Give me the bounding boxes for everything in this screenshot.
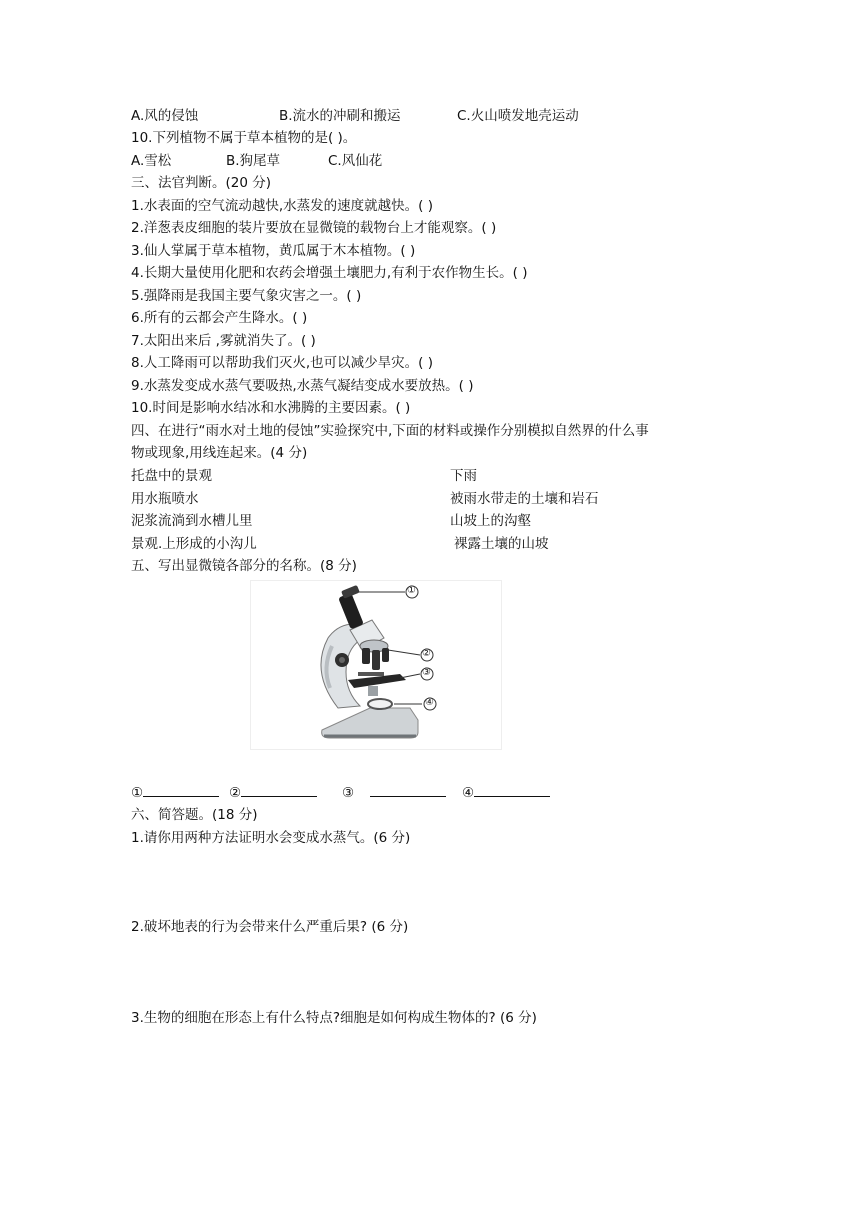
q9-option-a: A.风的侵蚀 — [131, 108, 199, 124]
match-left-2: 用水瓶喷水 — [131, 491, 199, 507]
q9-option-c: C.火山喷发地壳运动 — [457, 108, 579, 124]
callout-2: ② — [422, 648, 431, 659]
match-right-3: 山坡上的沟壑 — [450, 513, 531, 529]
judge-item-2: 2.洋葱表皮细胞的装片要放在显微镜的载物台上才能观察。( ) — [131, 220, 497, 236]
judge-item-5: 5.强降雨是我国主要气象灾害之一。( ) — [131, 288, 362, 304]
short-answer-1: 1.请你用两种方法证明水会变成水蒸气。(6 分) — [131, 830, 411, 846]
microscope-illustration — [250, 580, 502, 750]
section3-title: 三、法官判断。(20 分) — [131, 175, 272, 191]
microscope-figure — [250, 580, 502, 750]
short-answer-3: 3.生物的细胞在形态上有什么特点?细胞是如何构成生物体的? (6 分) — [131, 1010, 537, 1026]
callout-3: ③ — [422, 667, 431, 678]
answer-label-2: ② — [229, 785, 242, 801]
judge-item-1: 1.水表面的空气流动越快,水蒸发的速度就越快。( ) — [131, 198, 433, 214]
callout-1: ① — [407, 585, 416, 596]
judge-item-3: 3.仙人掌属于草本植物，黄瓜属于木本植物。( ) — [131, 243, 416, 259]
section5-title: 五、写出显微镜各部分的名称。(8 分) — [131, 558, 357, 574]
match-left-1: 托盘中的景观 — [131, 468, 212, 484]
answer-slot-3 — [342, 782, 446, 803]
match-left-4: 景观.上形成的小沟儿 — [131, 536, 257, 552]
answer-slot-4 — [462, 782, 550, 803]
judge-item-9: 9.水蒸发变成水蒸气要吸热,水蒸气凝结变成水要放热。( ) — [131, 378, 474, 394]
judge-item-8: 8.人工降雨可以帮助我们灭火,也可以减少旱灾。( ) — [131, 355, 433, 371]
answer-slot-2 — [229, 782, 317, 803]
answer-blank-3[interactable] — [370, 782, 446, 797]
q10-option-c: C.风仙花 — [328, 153, 383, 169]
section4-title-line1: 四、在进行“雨水对土地的侵蚀”实验探究中,下面的材料或操作分别模拟自然界的什么事 — [131, 423, 649, 439]
q9-option-b: B.流水的冲刷和搬运 — [279, 108, 401, 124]
q10-option-a: A.雪松 — [131, 153, 172, 169]
match-right-4: 裸露土壤的山坡 — [454, 536, 549, 552]
answer-label-3: ③ — [342, 785, 355, 801]
judge-item-4: 4.长期大量使用化肥和农药会增强土壤肥力,有利于农作物生长。( ) — [131, 265, 528, 281]
match-right-2: 被雨水带走的土壤和岩石 — [450, 491, 599, 507]
answer-blank-4[interactable] — [474, 782, 550, 797]
judge-item-6: 6.所有的云都会产生降水。( ) — [131, 310, 308, 326]
match-right-1: 下雨 — [450, 468, 477, 484]
answer-blank-1[interactable] — [143, 782, 219, 797]
callout-4: ④ — [425, 697, 434, 708]
match-left-3: 泥浆流淌到水槽儿里 — [131, 513, 253, 529]
answer-label-1: ① — [131, 785, 144, 801]
answer-slot-1 — [131, 782, 219, 803]
short-answer-2: 2.破坏地表的行为会带来什么严重后果? (6 分) — [131, 919, 409, 935]
judge-item-10: 10.时间是影响水结冰和水沸腾的主要因素。( ) — [131, 400, 411, 416]
q10-stem: 10.下列植物不属于草本植物的是( )。 — [131, 130, 357, 146]
judge-item-7: 7.太阳出来后 ,雾就消失了。( ) — [131, 333, 316, 349]
answer-blank-2[interactable] — [241, 782, 317, 797]
section4-title-line2: 物或现象,用线连起来。(4 分) — [131, 445, 308, 461]
q10-option-b: B.狗尾草 — [226, 153, 281, 169]
section6-title: 六、简答题。(18 分) — [131, 807, 258, 823]
answer-label-4: ④ — [462, 785, 475, 801]
